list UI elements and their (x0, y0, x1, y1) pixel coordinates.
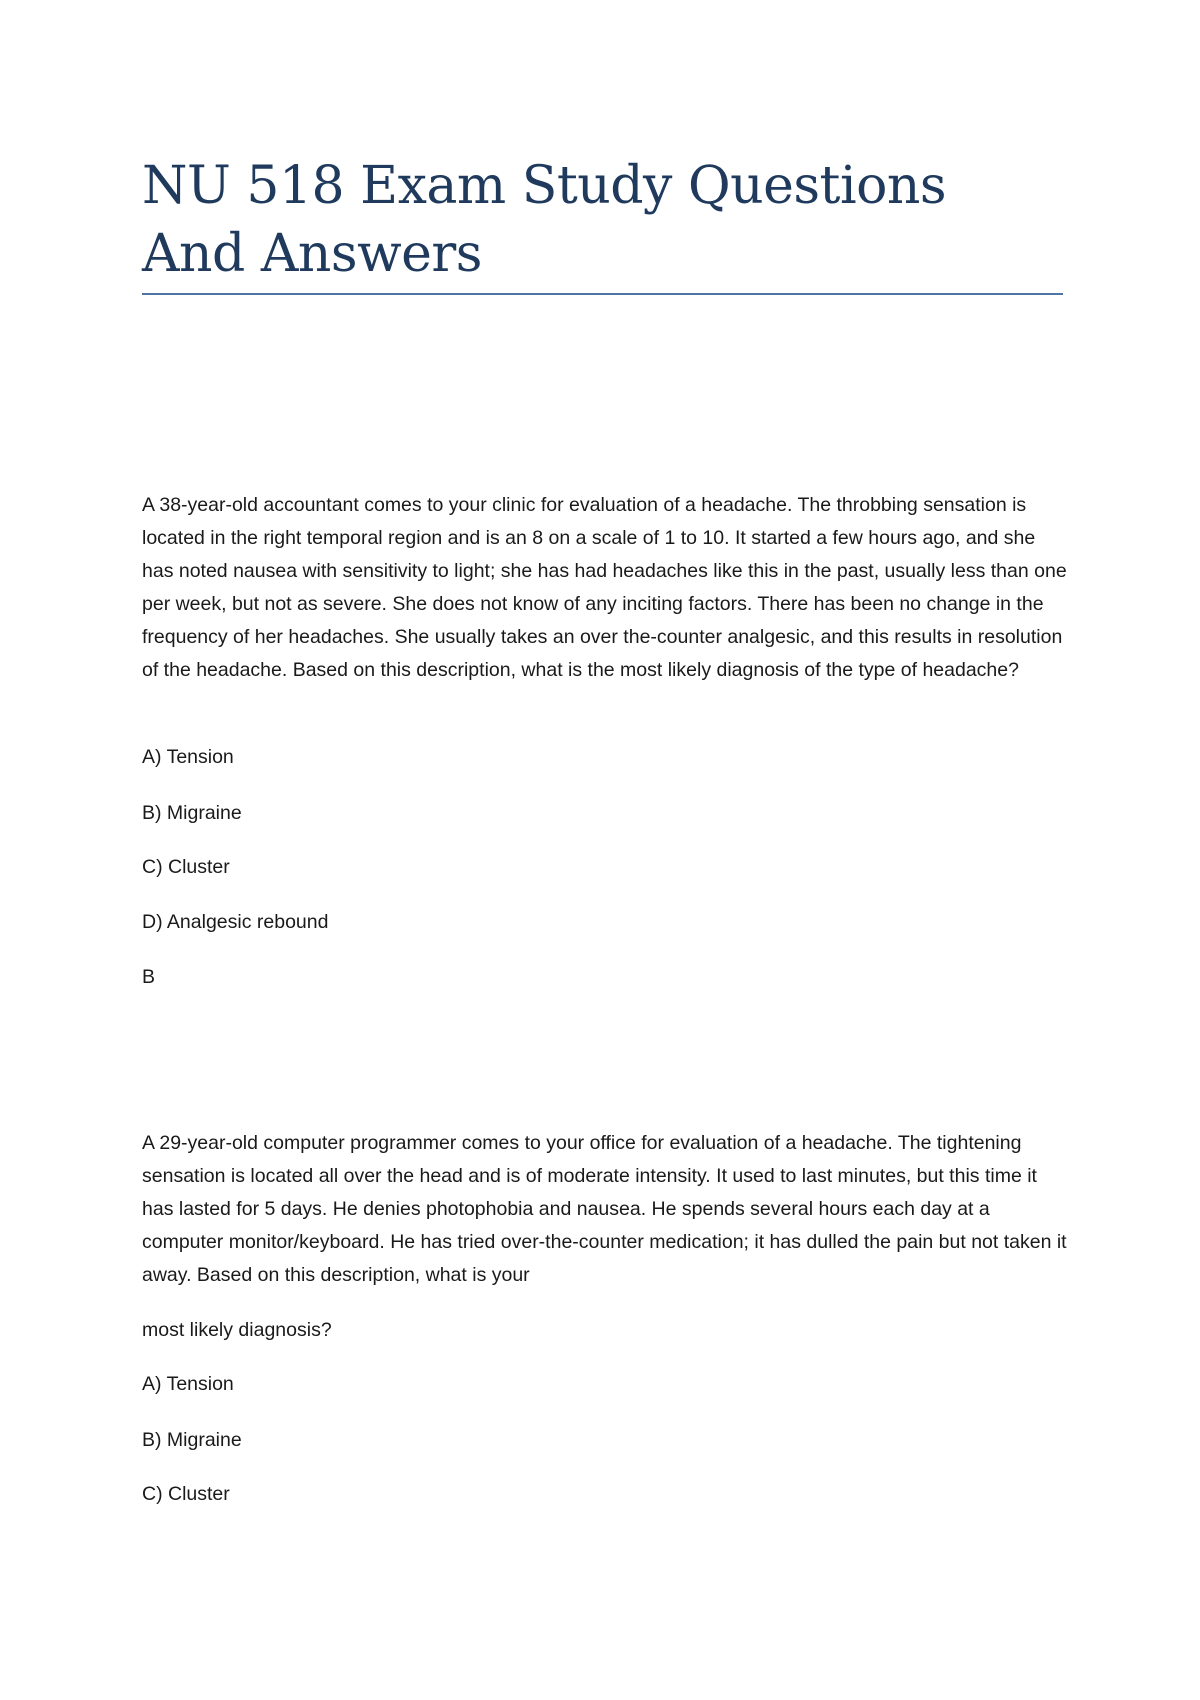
question-2-option-a: A) Tension (142, 1373, 234, 1395)
question-2-option-c: C) Cluster (142, 1483, 230, 1505)
title-underline (142, 293, 1063, 295)
question-1-option-d: D) Analgesic rebound (142, 911, 329, 933)
question-2-option-b: B) Migraine (142, 1429, 242, 1451)
question-1-option-c: C) Cluster (142, 856, 230, 878)
question-2-stem: A 29-year-old computer programmer comes to your office for evaluation of a headache. The tightening sensation is located all over the head and is of moderate intensity. It used to last minutes, but this time it has lasted for 5 days. He denies photophobia and nausea. He spends several hours each day at a computer monitor/keyboard. He has tried over-the-counter medication; it has dulled the pain but not taken it away. Based on this description, what is your (142, 1132, 1067, 1286)
question-1-option-a: A) Tension (142, 746, 234, 768)
question-2-stem-continued: most likely diagnosis? (142, 1319, 332, 1341)
title-block (142, 152, 1062, 288)
question-1-stem: A 38-year-old accountant comes to your clinic for evaluation of a headache. The throbbing sensation is located in the right temporal region and is an 8 on a scale of 1 to 10. It started a few hours ago, and she has noted nausea with sensitivity to light; she has had headaches like this in the past, usually less than one per week, but not as severe. She does not know of any inciting factors. There has been no change in the frequency of her headaches. She usually takes an over the-counter analgesic, and this results in resolution of the headache. Based on this description, what is the most likely diagnosis of the type of headache? (142, 494, 1067, 681)
question-1-answer: B (142, 966, 156, 988)
question-1-option-b: B) Migraine (142, 802, 242, 824)
page-title: NU 518 Exam Study Questions And Answers (142, 156, 947, 284)
